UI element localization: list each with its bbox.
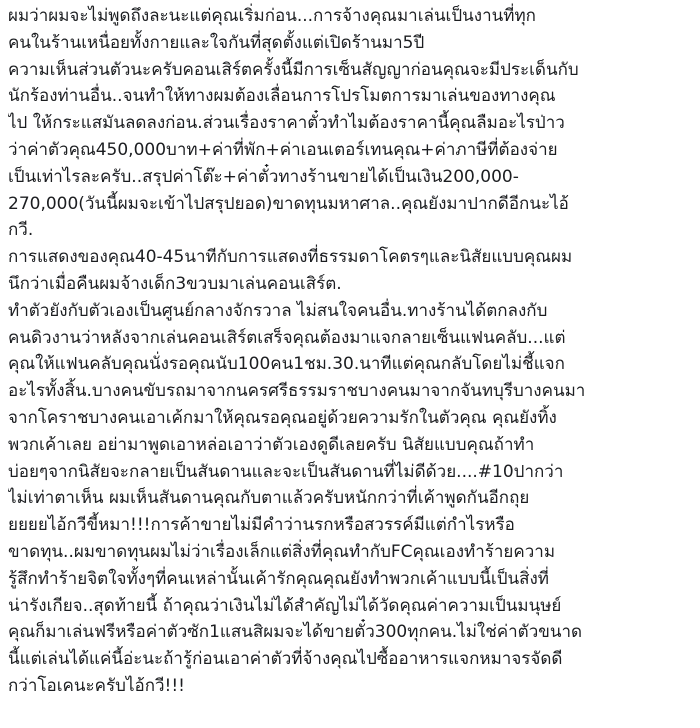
post-text-line: [8, 700, 692, 727]
post-text-line: ยยยยไอ้กวีขี้หมา!!!การค้าขายไม่มีคำว่านรกหรือสวรรค์มีแต่กำไรหรือ: [8, 515, 515, 536]
post-text-line: คนในร้านเหนื่อยทั้งกายและใจกันที่สุดตั้งแต่เปิดร้านมา5ปี: [8, 32, 425, 53]
post-text-line: กว่าโอเคนะครับไอ้กวี!!!: [8, 675, 185, 696]
post-text-line: ว่าค่าตัวคุณ450,000บาท+ค่าที่พัก+ค่าเอนเตอร์เทนคุณ+ค่าภาษีที่ต้องจ่าย: [8, 139, 558, 160]
post-text-line: ไม่เท่าตาเห็น ผมเห็นสันดานคุณกับตาแล้วครับหนักกว่าที่เค้าพูดกันอีกถุย: [8, 488, 530, 509]
post-text-line: พวกเค้าเลย อย่ามาพูดเอาหล่อเอาว่าตัวเองดูดีเลยครับ นิสัยแบบคุณถ้าทำ: [8, 434, 535, 455]
post-text-line: ขาดทุน..ผมขาดทุนผมไม่ว่าเรื่องเล็กแต่สิ่งที่คุณทำกับFCคุณเองทำร้ายความ: [8, 541, 556, 562]
post-text-line: บ่อยๆจากนิสัยจะกลายเป็นสันดานและจะเป็นสันดานที่ไม่ดีด้วย....#10ปากว่า: [8, 461, 564, 482]
post-text-line: นึกว่าเมื่อคืนผมจ้างเด็ก3ขวบมาเล่นคอนเสิร์ต.: [8, 273, 342, 294]
post-text-line: นี้แต่เล่นได้แค่นี้อ่ะนะถ้ารู้ก่อนเอาค่าตัวที่จ้างคุณไปซื้ออาหารแจกหมาจรจัดดี: [8, 649, 563, 670]
post-text-line: การแสดงของคุณ40-45นาทีกับการแสดงที่ธรรมดาโคตรๆและนิสัยแบบคุณผม: [8, 247, 573, 268]
post-text-line: อะไรทั้งสิ้น.บางคนขับรถมาจากนครศรีธรรมราชบางคนมาจากจันทบุรีบางคนมา: [8, 381, 586, 402]
post-text-line: น่ารังเกียจ..สุดท้ายนี้ ถ้าคุณว่าเงินไม่ได้สำคัญไม่ได้วัดคุณค่าความเป็นมนุษย์: [8, 595, 562, 616]
post-text-line: คุณก็มาเล่นฟรีหรือค่าตัวซัก1แสนสิผมจะได้ขายตั๋ว300ทุกคน.ไม่ใช่ค่าตัวขนาด: [8, 622, 583, 643]
post-text-line: ทำตัวยังกับตัวเองเป็นศูนย์กลางจักรวาล ไม่สนใจคนอื่น.ทางร้านได้ตกลงกับ: [8, 300, 548, 321]
post-text-line: นักร้องท่านอื่น..จนทำให้ทางผมต้องเลื่อนการโปรโมตการมาเล่นของทางคุณ: [8, 86, 556, 107]
post-text-line: ความเห็นส่วนตัวนะครับคอนเสิร์ตครั้งนี้มีการเซ็นสัญญาก่อนคุณจะมีประเด็นกับ: [8, 59, 579, 80]
post-text-line: 270,000(วันนี้ผมจะเข้าไปสรุปยอด)ขาดทุนมหาศาล..คุณยังมาปากดีอีกนะไอ้: [8, 193, 569, 214]
post-text-line: เป็นเท่าไรละครับ..สรุปค่าโต๊ะ+ค่าตั๋วทางร้านขายได้เป็นเงิน200,000-: [8, 166, 519, 187]
post-text-line: กวี.: [8, 220, 34, 241]
post-text-line: คนดิวงานว่าหลังจากเล่นคอนเสิร์ตเสร็จคุณต้องมาแจกลายเซ็นแฟนคลับ...แต่: [8, 327, 566, 348]
post-text-line: ไป ให้กระแสมันลดลงก่อน.ส่วนเรื่องราคาตั๋วทำไมต้องราคานี้คุณลืมอะไรป่าว: [8, 113, 565, 134]
post-text-line: ผมว่าผมจะไม่พูดถึงละนะแต่คุณเริ่มก่อน...การจ้างคุณมาเล่นเป็นงานที่ทุก: [8, 6, 536, 26]
post-text-line: คุณให้แฟนคลับคุณนั่งรอคุณนับ100คน1ชม.30.นาทีแต่คุณกลับโดยไม่ชี้แจก: [8, 354, 565, 375]
post-text-line: จากโคราชบางคนเอาเค้กมาให้คุณรอคุณอยู่ด้วยความรักในตัวคุณ คุณยังทิ้ง: [8, 407, 557, 428]
post-text-body: [8, 3, 692, 727]
post-text-line: รู้สึกทำร้ายจิตใจทั้งๆที่คนเหล่านั้นเค้ารักคุณคุณยังทำพวกเค้าแบบนี้เป็นสิ่งที่: [8, 568, 550, 589]
